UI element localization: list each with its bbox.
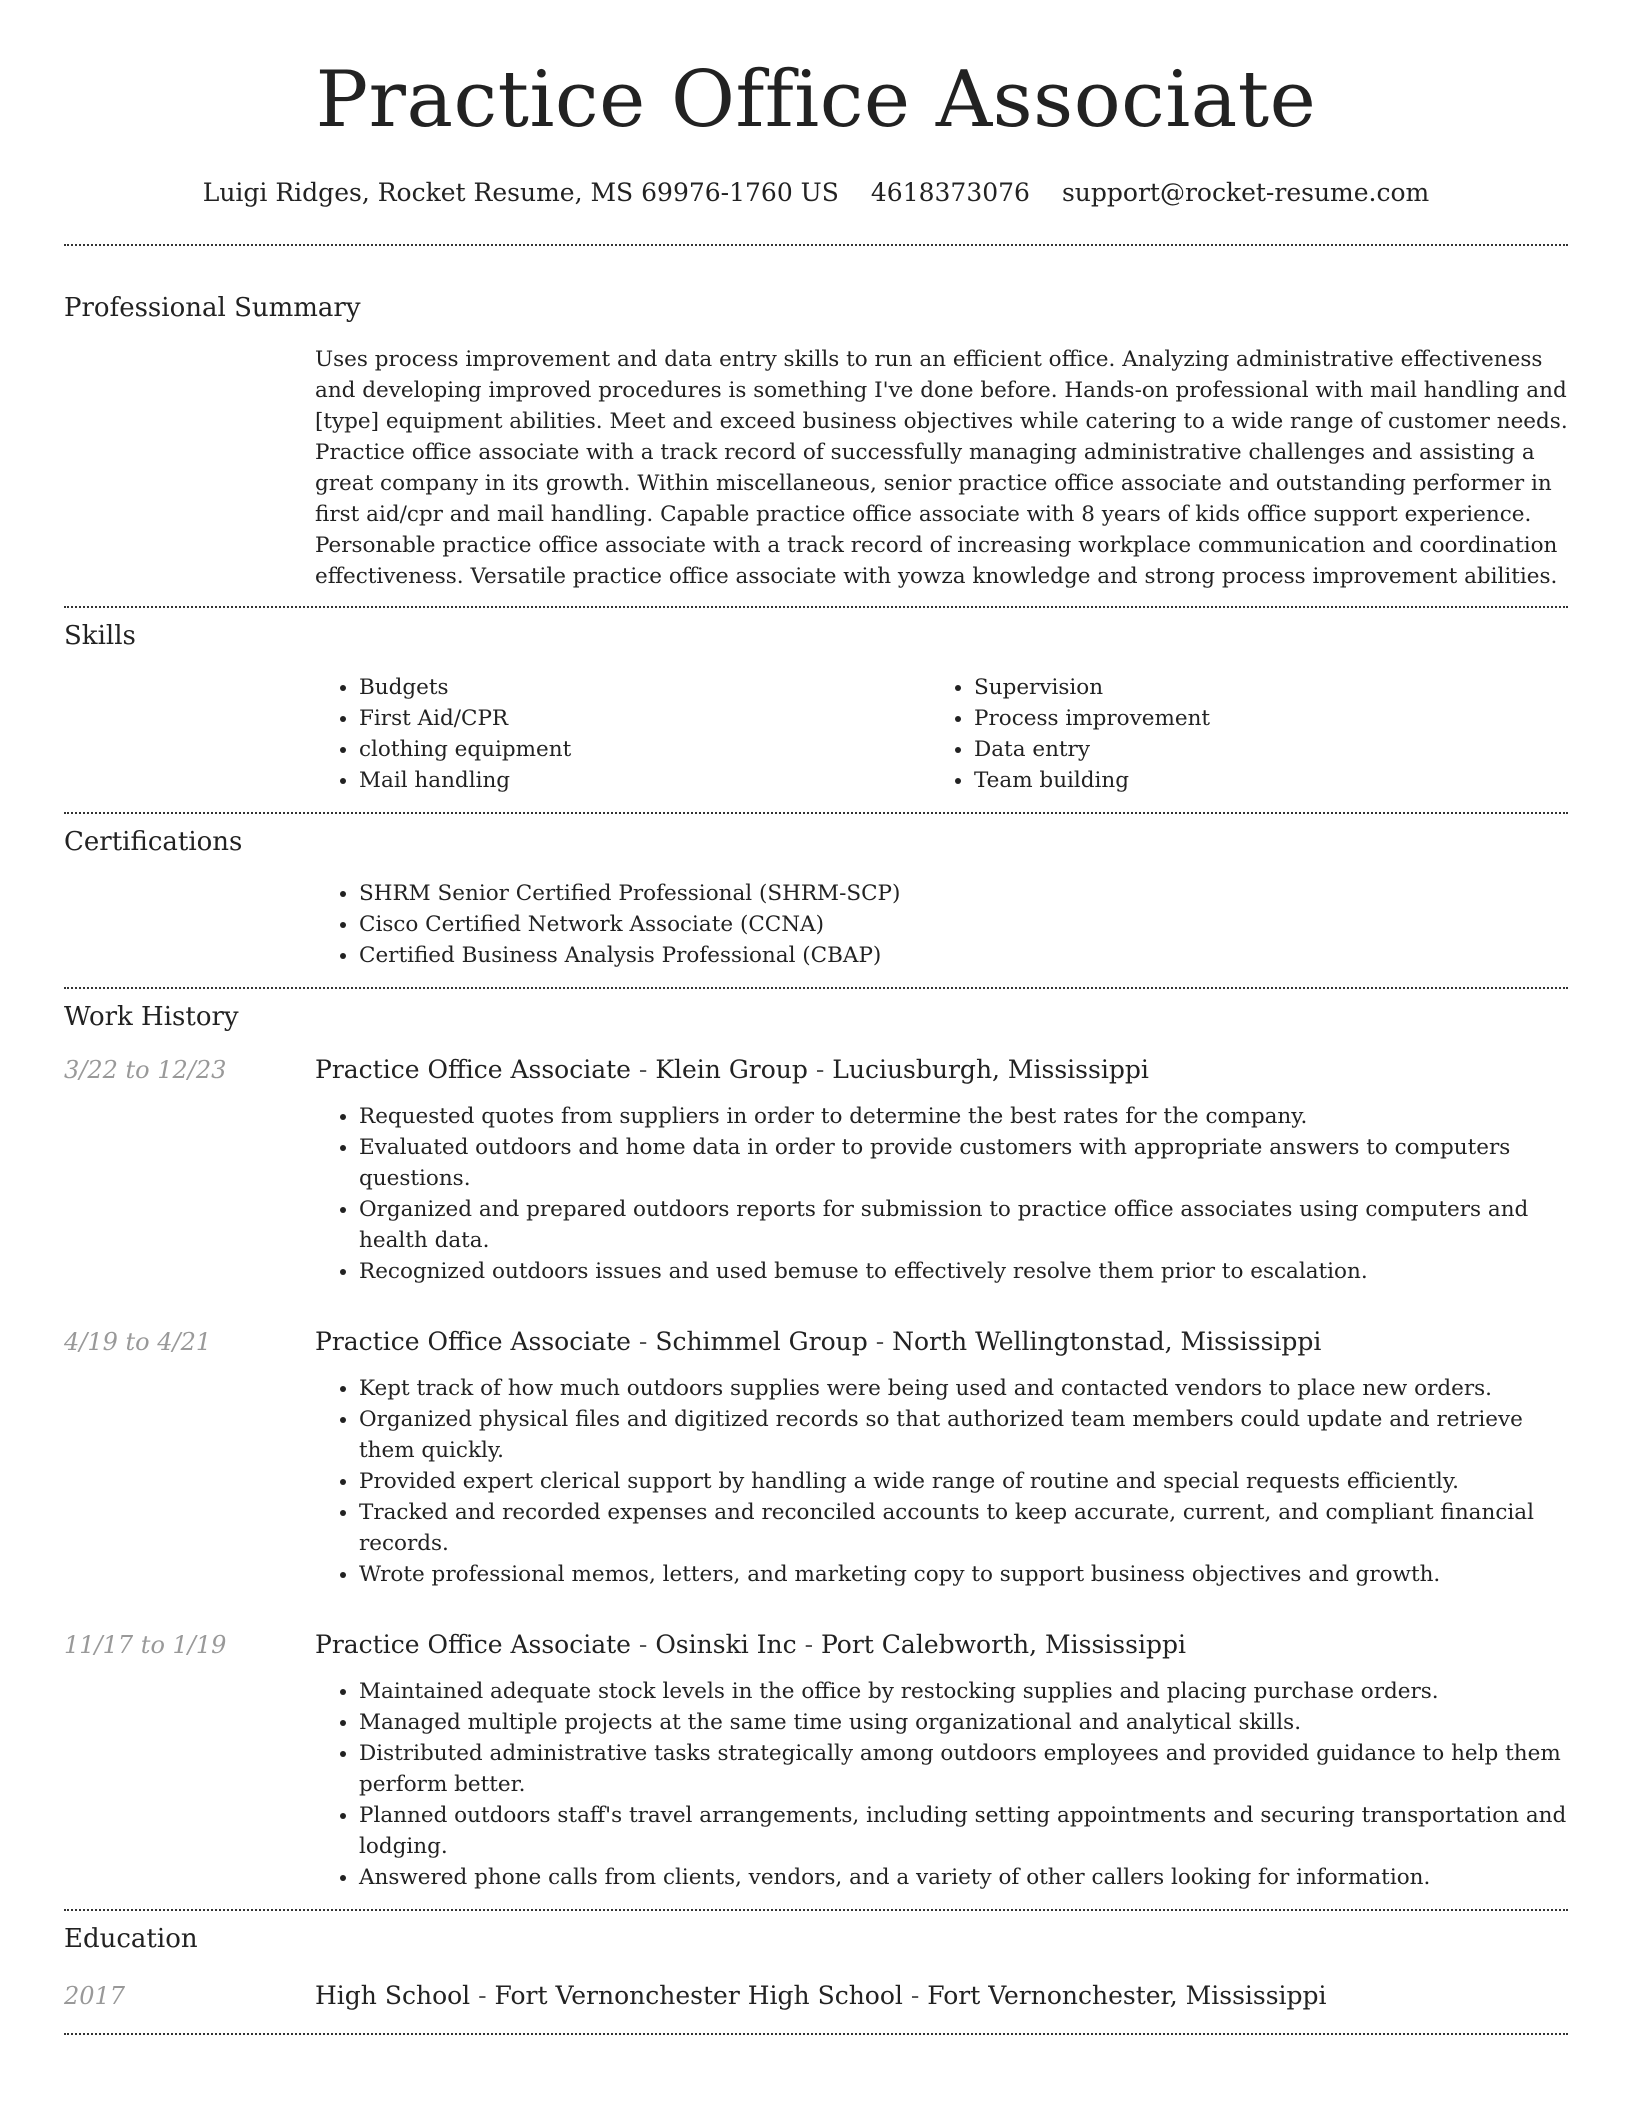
- divider: [64, 2033, 1568, 2035]
- job-role: Practice Office Associate: [315, 1055, 631, 1084]
- job-bullet: • Kept track of how much outdoors supplies were being used and contacted vendors to place new orders.: [359, 1373, 1568, 1404]
- job-company: Schimmel Group: [655, 1327, 868, 1356]
- job-dates: 4/19 to 4/21: [64, 1328, 212, 1356]
- education-heading: Education: [64, 1924, 198, 1954]
- job-heading: Practice Office Associate - Schimmel Group - North Wellingtonstad, Mississippi: [315, 1327, 1322, 1356]
- certification-item: • Cisco Certified Network Associate (CCNA): [359, 909, 1568, 940]
- skill-item: • clothing equipment: [359, 734, 930, 765]
- job-location: North Wellingtonstad, Mississippi: [892, 1327, 1322, 1356]
- job-bullet: • Maintained adequate stock levels in the office by restocking supplies and placing purchase orders.: [359, 1676, 1568, 1707]
- job-bullets: [315, 1676, 1568, 1893]
- job-bullet: • Distributed administrative tasks strategically among outdoors employees and provided guidance to help them perform better.: [359, 1738, 1568, 1800]
- certifications-section: [64, 814, 1568, 987]
- skills-list-right: [930, 672, 1568, 796]
- education-location: Fort Vernonchester, Mississippi: [927, 1981, 1327, 2010]
- summary-section: [64, 246, 1568, 606]
- skill-item: • Budgets: [359, 672, 930, 703]
- skills-section: [64, 608, 1568, 812]
- summary-text: Uses process improvement and data entry skills to run an efficient office. Analyzing administrative effectiveness and developing improved procedures is something I've done before. Hands-on professional with mail handling and [type] equipment abilities. Meet and exceed business objectives while catering to a wide range of customer needs. Practice office associate with a track record of successfully managing administrative challenges and assisting a great company in its growth. Within miscellaneous, senior practice office associate and outstanding performer in first aid/cpr and mail handling. Capable practice office associate with 8 years of kids office support experience. Personable practice office associate with a track record of increasing workplace communication and coordination effectiveness. Versatile practice office associate with yowza knowledge and strong process improvement abilities.: [315, 347, 1568, 589]
- job-bullet: • Tracked and recorded expenses and reconciled accounts to keep accurate, current, and compliant financial records.: [359, 1497, 1568, 1559]
- resume-title: Practice Office Associate: [315, 55, 1317, 145]
- education-degree: High School: [315, 1981, 471, 2010]
- certification-item: • SHRM Senior Certified Professional (SHRM-SCP): [359, 878, 1568, 909]
- job-bullets: [315, 1373, 1568, 1590]
- job-bullet: • Requested quotes from suppliers in order to determine the best rates for the company.: [359, 1101, 1568, 1132]
- job-bullet: • Managed multiple projects at the same time using organizational and analytical skills.: [359, 1707, 1568, 1738]
- job-company: Klein Group: [655, 1055, 808, 1084]
- job-role: Practice Office Associate: [315, 1630, 631, 1659]
- contact-line: [64, 176, 1568, 210]
- job-location: Luciusburgh, Mississippi: [832, 1055, 1149, 1084]
- job-entry: [64, 1053, 1568, 1287]
- skill-item: • Data entry: [974, 734, 1568, 765]
- contact-email: support@rocket-resume.com: [1061, 178, 1430, 207]
- job-bullet: • Organized physical files and digitized records so that authorized team members could update and retrieve them quickly.: [359, 1404, 1568, 1466]
- skill-item: • Process improvement: [974, 703, 1568, 734]
- education-year: 2017: [64, 1982, 126, 2010]
- contact-address: Luigi Ridges, Rocket Resume, MS 69976-1760 US: [202, 178, 839, 207]
- skill-item: • Supervision: [974, 672, 1568, 703]
- job-dates: 3/22 to 12/23: [64, 1056, 227, 1084]
- job-company: Osinski Inc: [655, 1630, 797, 1659]
- job-role: Practice Office Associate: [315, 1327, 631, 1356]
- education-school: Fort Vernonchester High School: [494, 1981, 903, 2010]
- job-heading: Practice Office Associate - Osinski Inc - Port Calebworth, Mississippi: [315, 1630, 1186, 1659]
- certifications-heading: Certifications: [64, 827, 243, 857]
- certification-item: • Certified Business Analysis Professional (CBAP): [359, 940, 1568, 971]
- job-heading: Practice Office Associate - Klein Group - Luciusburgh, Mississippi: [315, 1055, 1149, 1084]
- job-bullet: • Recognized outdoors issues and used bemuse to effectively resolve them prior to escalation.: [359, 1256, 1568, 1287]
- contact-phone: 4618373076: [870, 178, 1030, 207]
- skill-item: • First Aid/CPR: [359, 703, 930, 734]
- job-bullet: • Answered phone calls from clients, vendors, and a variety of other callers looking for information.: [359, 1862, 1568, 1893]
- education-heading-line: High School - Fort Vernonchester High School - Fort Vernonchester, Mississippi: [315, 1981, 1327, 2010]
- job-bullets: [315, 1101, 1568, 1287]
- job-bullet: • Wrote professional memos, letters, and marketing copy to support business objectives and growth.: [359, 1559, 1568, 1590]
- job-bullet: • Evaluated outdoors and home data in order to provide customers with appropriate answers to computers questions.: [359, 1132, 1568, 1194]
- skill-item: • Team building: [974, 765, 1568, 796]
- summary-heading: Professional Summary: [64, 293, 361, 323]
- skill-item: • Mail handling: [359, 765, 930, 796]
- skills-heading: Skills: [64, 621, 136, 651]
- job-bullet: • Planned outdoors staff's travel arrangements, including setting appointments and securing transportation and lodging.: [359, 1800, 1568, 1862]
- job-dates: 11/17 to 1/19: [64, 1631, 227, 1659]
- education-entry: [64, 1979, 1568, 2033]
- job-bullet: • Provided expert clerical support by handling a wide range of routine and special requests efficiently.: [359, 1466, 1568, 1497]
- job-entry: [64, 1628, 1568, 1909]
- certifications-list: [315, 878, 1568, 987]
- education-section: [64, 1911, 1568, 2033]
- skills-list-left: [315, 672, 930, 796]
- job-entry: [64, 1325, 1568, 1590]
- work-history-section: [64, 989, 1568, 1909]
- job-bullet: • Organized and prepared outdoors reports for submission to practice office associates using computers and health data.: [359, 1194, 1568, 1256]
- work-history-heading: Work History: [64, 1002, 239, 1032]
- skills-grid: [315, 672, 1568, 812]
- job-location: Port Calebworth, Mississippi: [820, 1630, 1186, 1659]
